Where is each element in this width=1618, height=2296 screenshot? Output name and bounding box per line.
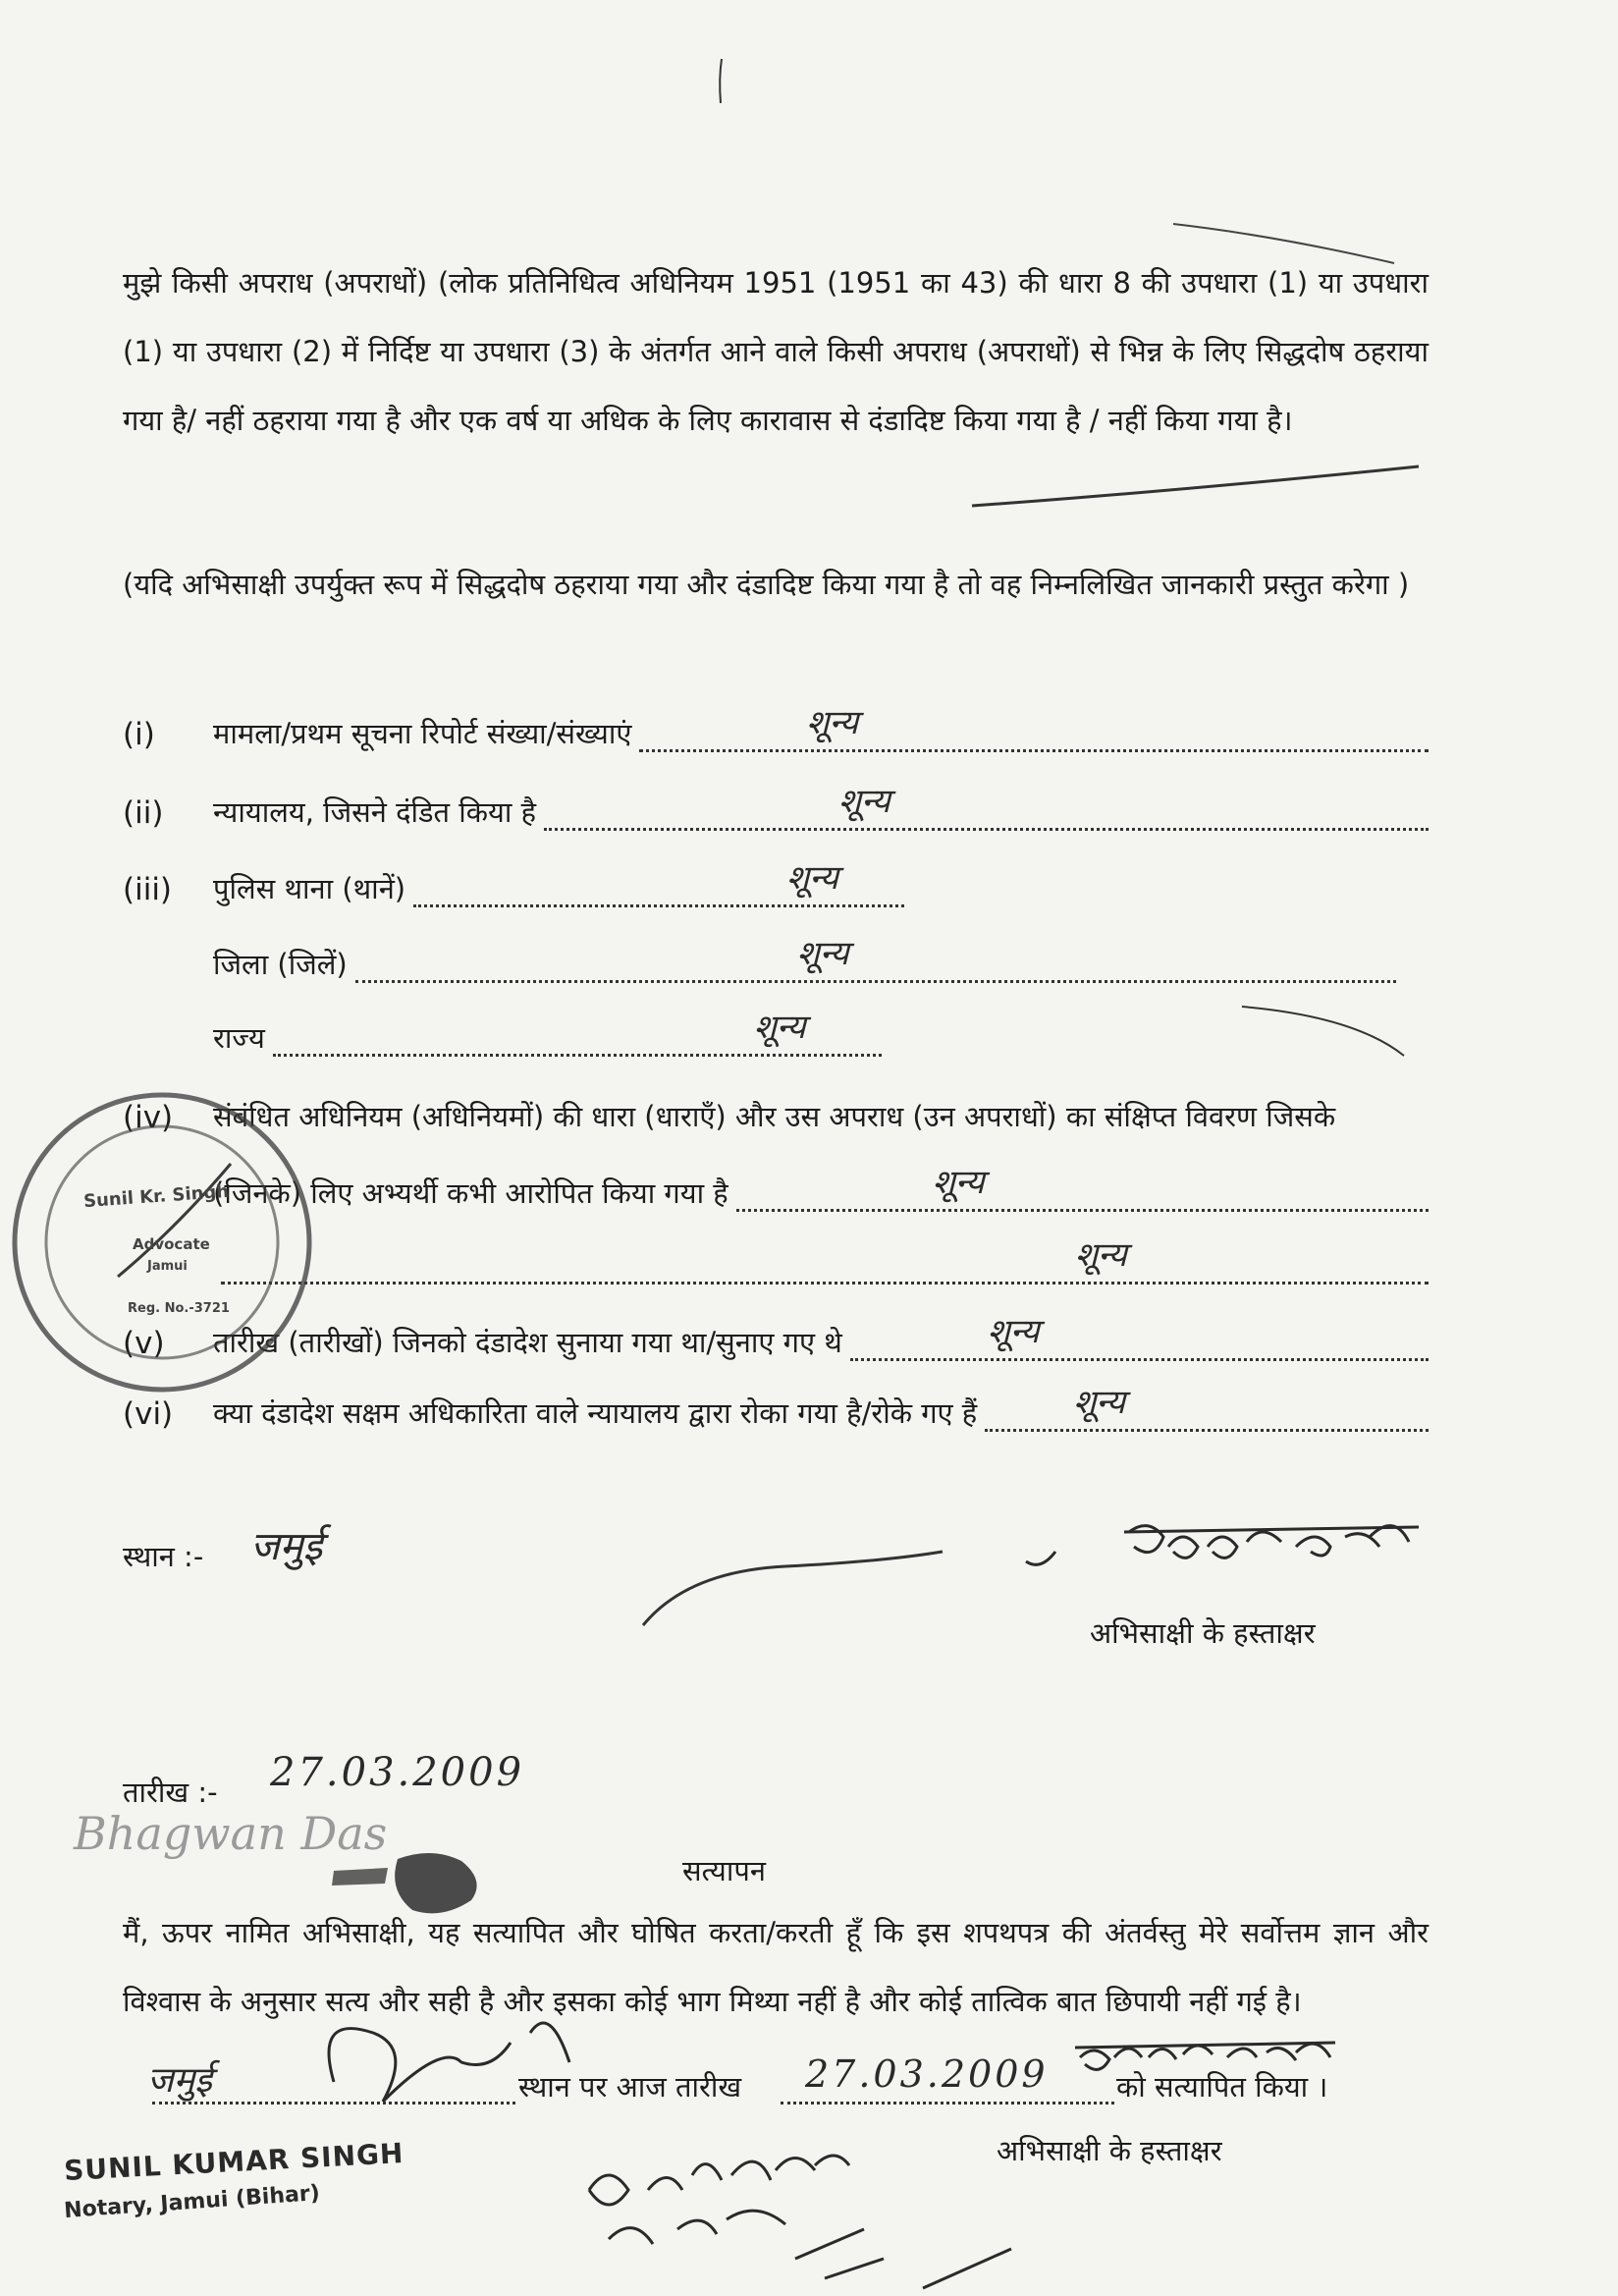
- handwritten-value: शून्य: [753, 1008, 806, 1047]
- item-label: (जिनके) लिए अभ्यर्थी कभी आरोपित किया गया है: [213, 1176, 728, 1210]
- deponent-signature-2: [1075, 2043, 1335, 2069]
- verification-heading: सत्यापन: [682, 1854, 766, 1887]
- verification-text: मैं, ऊपर नामित अभिसाक्षी, यह सत्यापित और घोषित करता/करती हूँ कि इस शपथपत्र की अंतर्वस्तु मेरे सर्वोत्तम ज्ञान और विश्वास के अनुसार सत्य और सही है और इसका कोई भाग मिथ्या नहीं है और कोई तात्विक बात छिपायी नहीं गई है।: [123, 1916, 1429, 2018]
- item-label: संबंधित अधिनियम (अधिनियमों) की धारा (धाराएँ) और उस अपराध (उन अपराधों) का संक्षिप्त विवरण जिसके: [213, 1100, 1336, 1133]
- notary-stamp-title: Notary, Jamui (Bihar): [63, 2180, 321, 2224]
- handwritten-value: शून्य: [987, 1312, 1040, 1351]
- deponent-signature-label: अभिसाक्षी के हस्ताक्षर: [1090, 1616, 1316, 1650]
- verification-signature-label: अभिसाक्षी के हस्ताक्षर: [997, 2134, 1222, 2167]
- item-number: (i): [123, 717, 155, 752]
- place-value: जमुई: [250, 1524, 323, 1569]
- item-number: (vi): [123, 1396, 174, 1432]
- stamp-advocate-place: Jamui: [147, 1259, 188, 1274]
- place-label: स्थान :-: [123, 1540, 204, 1573]
- item-label: तारीख (तारीखों) जिनको दंडादेश सुनाया गया था/सुनाए गए थे: [213, 1326, 842, 1359]
- instruction-note: (यदि अभिसाक्षी उपर्युक्त रूप में सिद्धदोष ठहराया गया और दंडादिष्ट किया गया है तो वह निम्नलिखित जानकारी प्रस्तुत करेगा ): [123, 568, 1410, 601]
- handwritten-value: शून्य: [932, 1163, 985, 1202]
- date-value: 27.03.2009: [270, 1750, 525, 1795]
- item-number: (ii): [123, 795, 164, 831]
- verification-date-value: 27.03.2009: [805, 2052, 1049, 2096]
- handwritten-value: शून्य: [806, 703, 859, 742]
- notary-stamp-name: SUNIL KUMAR SINGH: [63, 2136, 405, 2188]
- item-label: क्या दंडादेश सक्षम अधिकारिता वाले न्यायालय द्वारा रोका गया है/रोके गए हैं: [213, 1396, 978, 1430]
- notary-signature: [329, 2023, 1011, 2288]
- item-label: जिला (जिलें): [213, 948, 348, 981]
- handwritten-value: शून्य: [1073, 1383, 1126, 1422]
- deponent-signature: [1026, 1526, 1419, 1565]
- verification-end-text: को सत्यापित किया ।: [1116, 2070, 1328, 2104]
- handwritten-value: शून्य: [786, 858, 838, 898]
- declaration-paragraph: मुझे किसी अपराध (अपराधों) (लोक प्रतिनिधित्व अधिनियम 1951 (1951 का 43) की धारा 8 की उपधारा (1) या उपधारा (1) या उपधारा (2) में निर्दिष्ट या उपधारा (3) के अंतर्गत आने वाले किसी अपराध (अपराधों) से भिन्न के लिए सिद्धदोष ठहराया गया है/ नहीं ठहराया गया है और एक वर्ष या अधिक के लिए कारावास से दंडादिष्ट किया गया है / नहीं किया गया है।: [123, 266, 1429, 437]
- faded-ink-name: Bhagwan Das: [74, 1807, 388, 1860]
- date-label: तारीख :-: [123, 1776, 218, 1809]
- handwritten-value: शून्य: [838, 782, 890, 821]
- item-label: न्यायालय, जिसने दंडित किया है: [213, 795, 536, 829]
- verification-place-value: जमुई: [147, 2060, 212, 2101]
- stamp-advocate-reg: Reg. No.-3721: [128, 1301, 230, 1316]
- stamp-advocate-title: Advocate: [133, 1235, 210, 1253]
- handwritten-value: शून्य: [796, 934, 849, 973]
- item-number: (v): [123, 1326, 165, 1361]
- item-number: (iii): [123, 872, 173, 907]
- item-label: पुलिस थाना (थानें): [213, 872, 406, 905]
- verification-middle-text: स्थान पर आज तारीख: [518, 2070, 742, 2104]
- handwritten-value: शून्य: [1075, 1235, 1127, 1275]
- item-label: मामला/प्रथम सूचना रिपोर्ट संख्या/संख्याएं: [213, 717, 632, 750]
- item-number: (iv): [123, 1100, 174, 1135]
- stamp-advocate-name: Sunil Kr. Singh: [82, 1180, 230, 1213]
- item-label: राज्य: [213, 1021, 265, 1055]
